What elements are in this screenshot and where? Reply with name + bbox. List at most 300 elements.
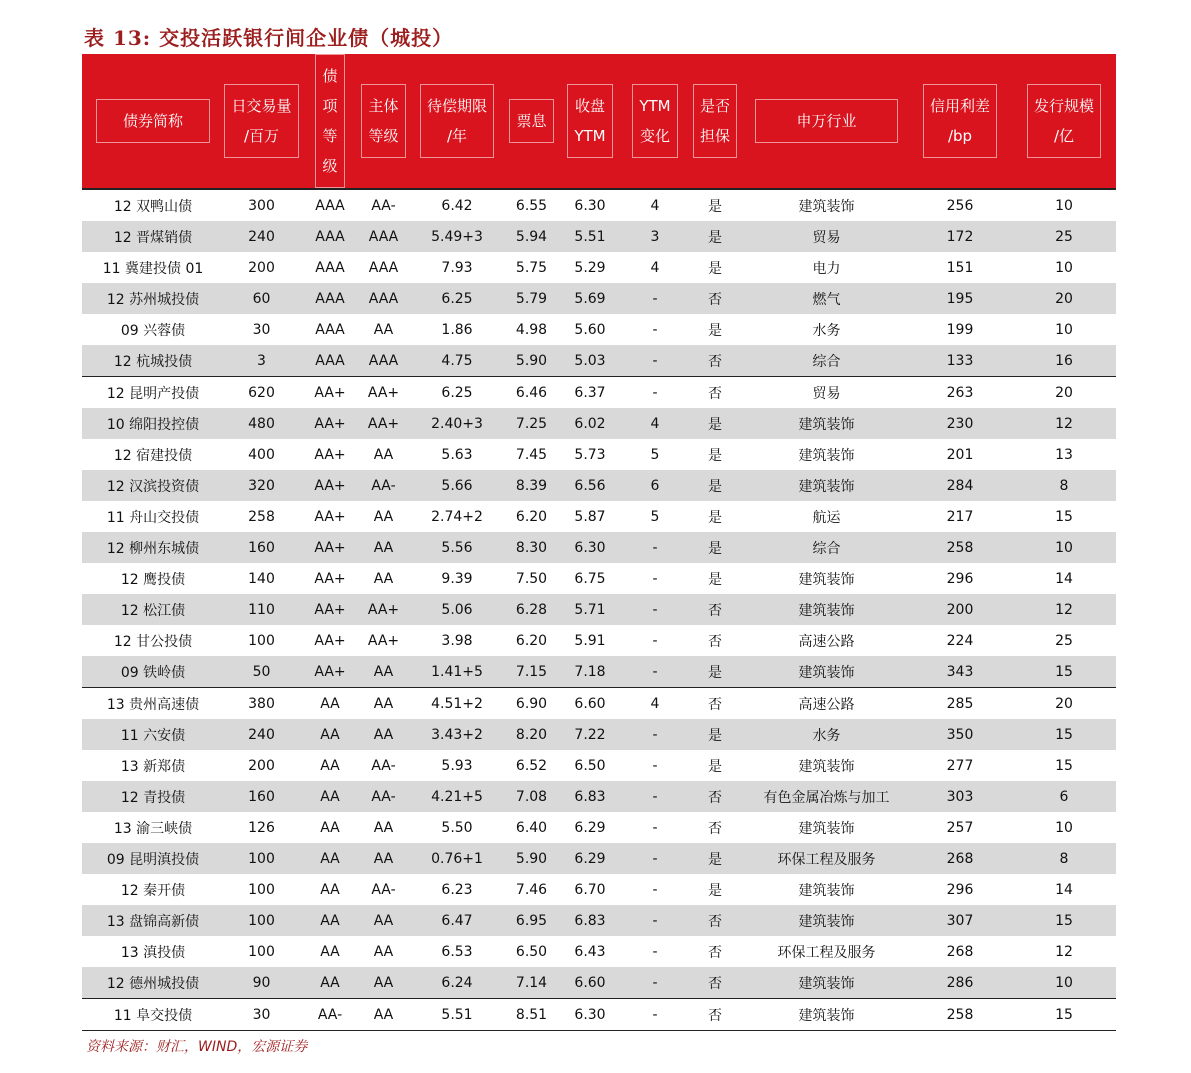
table-cell: AA- [361,470,406,501]
table-cell: 09 昆明滇投债 [82,843,224,874]
table-header-row [82,54,1116,189]
table-cell: 建筑装饰 [798,571,855,588]
column-header-label: 项 [322,97,338,115]
table-cell: 100 [248,943,275,960]
table-cell: 140 [248,570,275,587]
table-cell: 6.23 [441,881,473,898]
table-cell: 307 [908,905,1012,936]
table-cell: AA [320,757,340,774]
column-header-box [361,84,405,158]
table-row [82,221,1116,252]
table-cell: 6.43 [574,943,606,960]
table-cell: 12 苏州城投债 [82,283,224,314]
table-cell: AA+ [299,470,361,501]
table-cell: 11 六安债 [82,719,224,750]
table-cell: 2.40+3 [406,408,508,439]
table-cell: 否 [708,633,722,650]
table-cell: 6.20 [515,632,548,649]
table-cell: 257 [946,819,974,836]
table-cell: AA+ [361,594,406,625]
table-cell: 是 [708,509,722,526]
table-row [82,283,1116,314]
table-cell: 15 [1012,656,1116,688]
table-cell: 268 [908,843,1012,874]
table-cell: 6.75 [574,570,606,587]
column-header [361,54,406,189]
table-cell: 4.98 [515,321,548,338]
column-header-label: /年 [446,127,468,145]
table-cell: 50 [224,656,299,688]
table-cell: 13 滇投债 [120,944,186,961]
column-header-label: YTM [639,97,671,115]
table-cell: 8.51 [508,999,555,1031]
table-cell: 258 [908,532,1012,563]
table-cell: 是 [708,758,722,775]
table-cell: AA+ [299,408,361,439]
table-cell: 6.50 [574,757,606,774]
table-cell: 8.30 [508,532,555,563]
table-cell: - [652,570,658,587]
table-cell: 贸易 [745,377,908,409]
table-cell: AA [361,843,406,874]
table-cell: 200 [908,594,1012,625]
table-cell: 有色金属冶炼与加工 [745,781,908,812]
table-cell: 13 新郑债 [120,758,186,775]
table-cell: 284 [908,470,1012,501]
table-cell: 14 [1055,881,1073,898]
bond-table [82,54,1116,1031]
table-cell: 343 [908,656,1012,688]
table-cell: 高速公路 [798,633,855,650]
table-cell: 建筑装饰 [798,882,855,899]
table-cell: - [652,943,658,960]
table-cell: 建筑装饰 [745,594,908,625]
column-header [1012,54,1116,189]
table-cell: AA [361,967,406,999]
column-header [82,54,224,189]
table-cell: 258 [248,508,275,525]
table-cell: 是 [685,408,745,439]
table-cell: AA+ [299,656,361,688]
table-cell: 贸易 [745,221,908,252]
table-cell: 11 舟山交投债 [106,509,200,526]
table-row [82,563,1116,594]
table-cell: - [625,843,685,874]
table-cell: 是 [708,260,722,277]
table-cell: 6.40 [515,819,548,836]
table-cell: - [652,881,658,898]
table-cell: 224 [946,632,974,649]
table-cell: 172 [908,221,1012,252]
table-cell: - [652,819,658,836]
table-cell: AAA [361,221,406,252]
table-cell: 建筑装饰 [745,905,908,936]
table-cell: 5 [650,446,660,463]
table-row [82,905,1116,936]
table-cell: 10 [1055,197,1073,214]
table-cell: AA+ [314,446,346,463]
table-cell: 09 铁岭债 [82,656,224,688]
table-cell: AA [320,819,340,836]
column-header [625,54,685,189]
table-cell: 12 德州城投债 [82,967,224,999]
table-cell: 5.90 [508,345,555,377]
table-cell: AA+ [361,377,406,409]
table-cell: 6.60 [555,688,625,720]
table-cell: 6.30 [555,999,625,1031]
table-cell: - [625,781,685,812]
table-cell: 6.52 [515,757,548,774]
table-cell: 是 [708,571,722,588]
table-cell: 8 [1012,470,1116,501]
table-cell: 10 [1055,259,1073,276]
table-cell: 否 [685,377,745,409]
column-header-box [96,99,210,143]
table-cell: - [625,345,685,377]
column-header-label: 等级 [368,127,399,145]
table-cell: 1.86 [441,321,473,338]
table-cell: 5.49+3 [406,221,508,252]
column-header-label: 担保 [699,127,730,145]
table-cell: AA [299,719,361,750]
table-cell: 建筑装饰 [798,820,855,837]
table-cell: 16 [1012,345,1116,377]
table-cell: 400 [248,446,275,463]
table-cell: 是 [708,198,722,215]
table-cell: 60 [224,283,299,314]
table-cell: 是 [708,322,722,339]
table-cell: 12 松江债 [82,594,224,625]
table-cell: 8.20 [508,719,555,750]
column-header-box [755,99,897,143]
table-cell: 7.50 [515,570,548,587]
column-header-label: /百万 [243,127,280,145]
table-cell: 268 [946,943,974,960]
table-cell: 6.02 [555,408,625,439]
column-header-label: YTM [574,127,606,145]
table-cell: 否 [685,781,745,812]
table-row [82,843,1116,874]
column-header-box [315,54,344,188]
table-cell: 15 [1012,999,1116,1031]
table-cell: AA [361,905,406,936]
table-cell: 6.20 [515,508,548,525]
table-cell: 3 [224,345,299,377]
table-row [82,532,1116,563]
table-cell: AA [299,905,361,936]
column-header-label: 发行规模 [1033,97,1094,115]
table-cell: 6.42 [441,197,473,214]
table-cell: 5.90 [508,843,555,874]
table-cell: 7.22 [555,719,625,750]
table-cell: 6.37 [555,377,625,409]
column-header-label: 是否 [699,97,730,115]
table-cell: 230 [908,408,1012,439]
table-cell: 6.55 [515,197,548,214]
table-cell: 30 [224,999,299,1031]
table-cell: AA [373,943,394,960]
table-cell: 5.73 [574,446,606,463]
table-cell: 303 [908,781,1012,812]
table-cell: 100 [248,881,275,898]
column-header-label: 票息 [516,112,547,130]
table-cell: 5.56 [406,532,508,563]
table-cell: AA- [371,757,396,774]
table-cell: 13 渝三峡债 [113,820,193,837]
column-header-label: 级 [322,157,338,175]
table-cell: 11 阜交投债 [82,999,224,1031]
column-header-box [420,84,494,158]
table-row [82,812,1116,843]
table-cell: 12 [1055,943,1073,960]
table-row [82,874,1116,905]
table-cell: 综合 [745,345,908,377]
table-cell: AAA [299,283,361,314]
table-cell: AA- [299,999,361,1031]
table-cell: AA+ [314,508,346,525]
table-cell: 是 [685,532,745,563]
table-row [82,439,1116,470]
table-cell: 160 [224,781,299,812]
column-header-box [224,84,298,158]
table-cell: 5.63 [441,446,473,463]
table-cell: 否 [685,905,745,936]
table-cell: 296 [946,570,974,587]
table-cell: 6 [1012,781,1116,812]
table-cell: - [652,321,658,338]
table-cell: AA [361,688,406,720]
table-cell: 320 [224,470,299,501]
table-cell: 4.75 [406,345,508,377]
table-cell: - [625,656,685,688]
table-cell: AA+ [299,377,361,409]
table-title: 表 13: 交投活跃银行间企业债（城投） [84,26,454,50]
table-cell: 5.50 [441,819,473,836]
table-cell: 126 [248,819,275,836]
table-cell: AA [361,719,406,750]
table-row [82,967,1116,999]
table-row [82,719,1116,750]
column-header [299,54,361,189]
table-cell: 286 [908,967,1012,999]
table-cell: 6.25 [406,283,508,314]
table-cell: 8.39 [508,470,555,501]
table-cell: 9.39 [441,570,473,587]
table-cell: 10 [1012,967,1116,999]
table-cell: 6.24 [406,967,508,999]
table-cell: 12 昆明产投债 [82,377,224,409]
table-cell: 12 [1012,408,1116,439]
table-cell: 15 [1012,905,1116,936]
table-cell: 是 [685,470,745,501]
table-cell: AA [299,781,361,812]
table-cell: 7.45 [515,446,548,463]
table-cell: 0.76+1 [406,843,508,874]
table-row [82,781,1116,812]
table-cell: AA [361,532,406,563]
table-cell: 3.98 [441,632,473,649]
table-cell: - [625,594,685,625]
table-row [82,750,1116,781]
table-cell: 12 秦开债 [120,882,186,899]
column-header-box [1027,84,1101,158]
column-header-label: 日交易量 [231,97,292,115]
column-header-label: 等 [322,127,338,145]
table-cell: 是 [685,656,745,688]
table-cell: 7.15 [508,656,555,688]
table-cell: 20 [1012,283,1116,314]
table-cell: 6.30 [555,532,625,563]
table-cell: AA [320,881,340,898]
table-cell: 380 [224,688,299,720]
table-cell: 201 [946,446,974,463]
table-cell: 建筑装饰 [745,656,908,688]
table-cell: 14 [1055,570,1073,587]
source-note: 资料来源：财汇，WIND，宏源证券 [86,1039,308,1055]
column-header [406,54,508,189]
table-cell: 4 [650,197,660,214]
table-cell: 6.29 [574,819,606,836]
table-cell: 5 [650,508,660,525]
table-cell: 4 [625,408,685,439]
table-row [82,345,1116,377]
table-cell: AA [373,446,394,463]
table-cell: 1.41+5 [406,656,508,688]
table-cell: AA [299,843,361,874]
column-header-label: /bp [947,127,973,145]
table-cell: 263 [908,377,1012,409]
bond-table-container [82,54,1116,1031]
table-cell: AA+ [367,632,400,649]
table-cell: - [625,532,685,563]
table-cell: 240 [224,719,299,750]
table-cell: AAA [315,259,345,276]
column-header [224,54,299,189]
table-cell: 5.29 [574,259,606,276]
column-header-box [693,84,737,158]
table-cell: 20 [1012,377,1116,409]
table-cell: 217 [946,508,974,525]
table-cell: AAA [315,321,345,338]
table-cell: 3.43+2 [406,719,508,750]
column-header-box [632,84,677,158]
table-cell: 5.51 [406,999,508,1031]
table-cell: 否 [685,345,745,377]
table-cell: 7.18 [555,656,625,688]
table-cell: 12 柳州东城债 [82,532,224,563]
table-cell: 15 [1055,757,1073,774]
table-cell: 100 [248,632,275,649]
table-row [82,252,1116,283]
table-cell: 20 [1012,688,1116,720]
table-cell: AA+ [299,532,361,563]
table-cell: 12 青投债 [82,781,224,812]
table-cell: - [625,719,685,750]
table-cell: 8 [1012,843,1116,874]
table-cell: 5.87 [574,508,606,525]
table-cell: 620 [224,377,299,409]
table-cell: - [625,377,685,409]
table-cell: 6.28 [508,594,555,625]
table-row [82,314,1116,345]
table-cell: AA+ [361,408,406,439]
table-cell: 建筑装饰 [798,198,855,215]
table-row [82,936,1116,967]
column-header [555,54,625,189]
table-cell: 建筑装饰 [798,758,855,775]
column-header-label: 收盘 [574,97,605,115]
table-cell: 296 [946,881,974,898]
table-cell: 环保工程及服务 [745,843,908,874]
table-cell: - [652,632,658,649]
table-cell: 12 [1012,594,1116,625]
table-cell: AAA [368,259,399,276]
table-cell: 240 [224,221,299,252]
table-cell: 建筑装饰 [745,967,908,999]
table-cell: 5.79 [508,283,555,314]
table-row [82,594,1116,625]
table-row [82,501,1116,532]
table-cell: 6.70 [574,881,606,898]
column-header [908,54,1012,189]
column-header [508,54,555,189]
table-cell: 4.51+2 [406,688,508,720]
table-cell: 电力 [812,260,841,277]
table-cell: 建筑装饰 [745,470,908,501]
column-header-box [567,84,612,158]
table-cell: 256 [946,197,974,214]
table-cell: AAA [361,283,406,314]
column-header-label: /亿 [1053,127,1075,145]
table-cell: - [625,999,685,1031]
table-cell: 195 [908,283,1012,314]
table-cell: 285 [908,688,1012,720]
table-cell: 12 汉滨投资债 [82,470,224,501]
table-cell: 100 [224,843,299,874]
table-row [82,470,1116,501]
table-cell: 10 [1055,321,1073,338]
table-cell: 5.66 [406,470,508,501]
table-cell: 133 [908,345,1012,377]
table-cell: 6.83 [555,905,625,936]
table-row [82,688,1116,720]
table-cell: 5.03 [555,345,625,377]
column-header-label: 债 [322,67,338,85]
table-cell: - [625,283,685,314]
table-cell: 6.30 [574,197,606,214]
table-cell: 是 [708,447,722,464]
table-cell: AA+ [299,594,361,625]
table-cell: - [652,757,658,774]
table-cell: 燃气 [745,283,908,314]
table-cell: 6.95 [508,905,555,936]
table-cell: 6.60 [555,967,625,999]
table-cell: 12 杭城投债 [82,345,224,377]
table-cell: 5.60 [574,321,606,338]
table-cell: 6.47 [406,905,508,936]
table-cell: 4 [650,259,660,276]
table-cell: 4.21+5 [406,781,508,812]
table-cell: AA- [371,881,396,898]
table-cell: 25 [1055,632,1073,649]
table-cell: AA [373,321,394,338]
column-header [745,54,908,189]
table-cell: 建筑装饰 [745,999,908,1031]
table-cell: 否 [685,688,745,720]
table-cell: 高速公路 [745,688,908,720]
table-cell: AA [299,688,361,720]
table-cell: 水务 [812,322,841,339]
